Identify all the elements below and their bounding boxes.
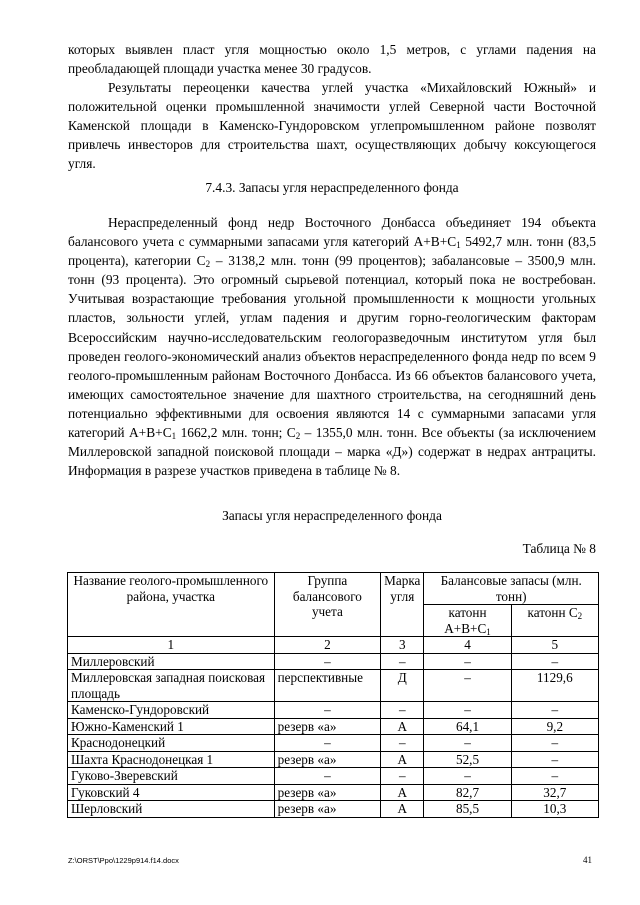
cell-abc: – <box>424 653 511 670</box>
paragraph-continuation: которых выявлен пласт угля мощностью около 1,5 метров, с углами падения на преобладающей площади участка менее 30 градусов. <box>68 42 596 77</box>
cell-abc: – <box>424 768 511 785</box>
footer-file-path: Z:\ORST\Ppo\1229p914.f14.docx <box>68 856 179 865</box>
cell-group: – <box>274 702 381 719</box>
header-brand: Марка угля <box>381 573 424 637</box>
cell-c2: – <box>511 653 598 670</box>
cell-group: резерв «а» <box>274 718 381 735</box>
cell-abc: – <box>424 702 511 719</box>
table-row <box>68 784 599 801</box>
cell-brand: – <box>381 735 424 752</box>
cell-brand: Д <box>381 670 424 702</box>
cell-name: Краснодонецкий <box>68 735 275 752</box>
table-row <box>68 768 599 785</box>
cell-group: резерв «а» <box>274 801 381 818</box>
cell-brand: – <box>381 653 424 670</box>
table-row <box>68 670 599 702</box>
table-row <box>68 735 599 752</box>
header-reserves: Балансовые запасы (млн. тонн) <box>424 573 599 605</box>
cell-name: Каменско-Гундоровский <box>68 702 275 719</box>
cell-name: Миллеровский <box>68 653 275 670</box>
cell-name: Южно-Каменский 1 <box>68 718 275 735</box>
table-row <box>68 801 599 818</box>
cell-name: Миллеровская западная поисковая площадь <box>68 670 275 702</box>
cell-name: Гуково-Зверевский <box>68 768 275 785</box>
table-row <box>68 751 599 768</box>
reserves-table <box>67 572 599 818</box>
cell-brand: – <box>381 702 424 719</box>
cell-group: резерв «а» <box>274 784 381 801</box>
page-number: 41 <box>583 855 592 865</box>
column-number: 3 <box>381 637 424 654</box>
cell-abc: 85,5 <box>424 801 511 818</box>
cell-group: – <box>274 653 381 670</box>
cell-c2: – <box>511 751 598 768</box>
header-category-abc: катонн $А+В+С_1$ <box>424 605 511 637</box>
table-row <box>68 718 599 735</box>
cell-abc: – <box>424 735 511 752</box>
cell-brand: А <box>381 784 424 801</box>
cell-c2: – <box>511 702 598 719</box>
cell-name: Шахта Краснодонецкая 1 <box>68 751 275 768</box>
cell-c2: 32,7 <box>511 784 598 801</box>
cell-abc: 82,7 <box>424 784 511 801</box>
table-label: Таблица № 8 <box>522 541 596 556</box>
table-row <box>68 653 599 670</box>
cell-brand: А <box>381 718 424 735</box>
header-category-c2: катонн $С_2$ <box>511 605 598 637</box>
section-heading: 7.4.3. Запасы угля нераспределенного фонда <box>205 180 459 195</box>
column-number: 5 <box>511 637 598 654</box>
column-number: 2 <box>274 637 381 654</box>
cell-group: резерв «а» <box>274 751 381 768</box>
header-name: Название геолого-промышленного района, участка <box>68 573 275 637</box>
cell-c2: 10,3 <box>511 801 598 818</box>
cell-name: Гуковский 4 <box>68 784 275 801</box>
cell-group: перспективные <box>274 670 381 702</box>
cell-name: Шерловский <box>68 801 275 818</box>
header-group: Группа балансового учета <box>274 573 381 637</box>
column-number: 1 <box>68 637 275 654</box>
paragraph-reassessment: Результаты переоценки качества углей участка «Михайловский Южный» и положительной оценки промышленной значимости углей Северной части Восточной Каменской площади в Каменско-Гундоровском углепромышленном районе позволят привлечь инвесторов для строительства шахт, осуществляющих добычу коксующегося угля. <box>68 80 596 172</box>
column-number-row <box>68 637 599 654</box>
cell-c2: 1129,6 <box>511 670 598 702</box>
cell-c2: 9,2 <box>511 718 598 735</box>
column-number: 4 <box>424 637 511 654</box>
paragraph-unallocated-fund: Нераспределенный фонд недр Восточного Донбасса объединяет 194 объекта балансового учета с суммарными запасами угля категорий $А+В+С_1$ 5492,7 млн. тонн (83,5 процента), категории $С_2 - 3138,2$ млн. тонн (99 процентов); забалансовые – 3500,9 млн. тонн (93 процента). Это огромный сырьевой потенциал, который пока не востребован. Учитывая возрастающие требования угольной промышленности к мощности угольных пластов, зольности углей, углам падения и другим горно-геологическим факторам Всероссийским научно-исследовательским геологоразведочным институтом угля был проведен геолого-экономический анализ объектов нераспределенного фонда недр по всем 9 геолого-промышленным районам Восточного Донбасса. Из 66 объектов балансового учета, имеющих самостоятельное значение для шахтного строительства, на сегодняшний день потенциально эффективными для освоения являются 14 с суммарными запасами угля категорий $А+В+С_1$ 1662,2 млн. тонн; $С_2 - 1355,0$ млн. тонн. Все объекты (за исключением Миллеровской западной поисковой площади – марка «Д») содержат в недрах антрациты. Информация в разрезе участков приведена в таблице № 8. <box>68 215 597 479</box>
cell-brand: А <box>381 801 424 818</box>
cell-abc: 64,1 <box>424 718 511 735</box>
cell-c2: – <box>511 768 598 785</box>
table-row <box>68 702 599 719</box>
cell-group: – <box>274 768 381 785</box>
cell-brand: А <box>381 751 424 768</box>
cell-brand: – <box>381 768 424 785</box>
cell-abc: 52,5 <box>424 751 511 768</box>
cell-c2: – <box>511 735 598 752</box>
cell-abc: – <box>424 670 511 702</box>
table-title: Запасы угля нераспределенного фонда <box>222 508 442 523</box>
cell-group: – <box>274 735 381 752</box>
